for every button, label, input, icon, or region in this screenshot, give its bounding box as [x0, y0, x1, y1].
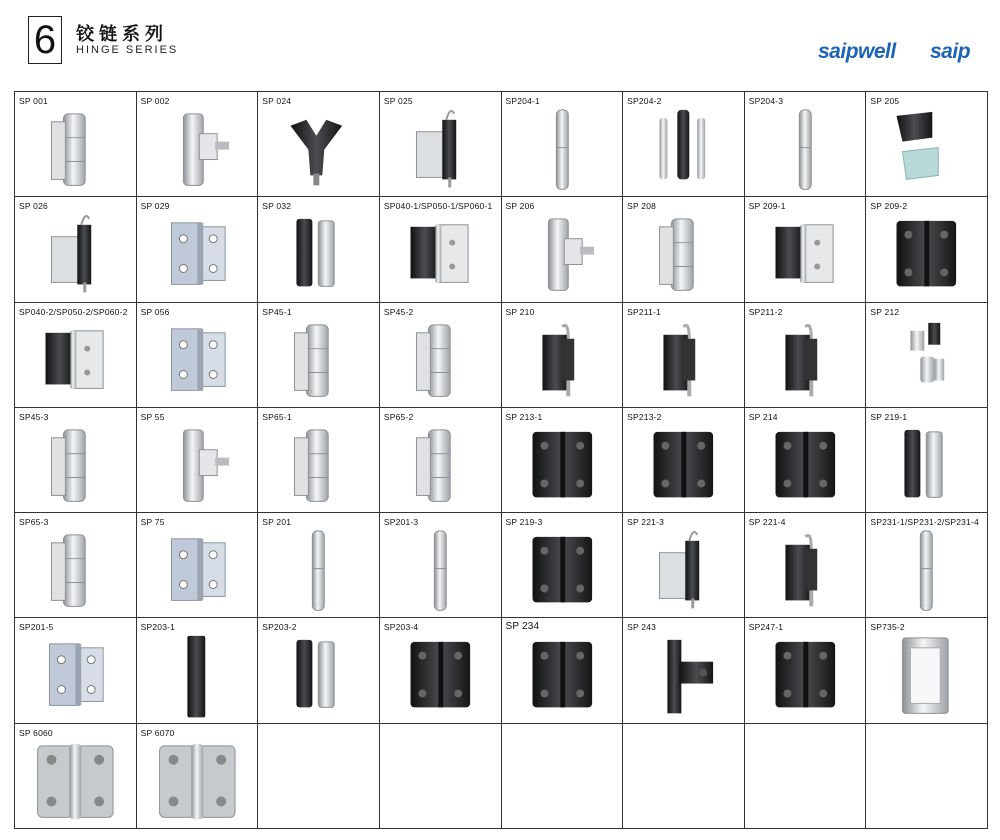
product-cell: [866, 408, 988, 513]
product-code: SP 212: [870, 306, 900, 317]
product-code: SP 002: [140, 96, 170, 106]
two-color-hinge-icon: [866, 92, 987, 196]
product-code: SP 214: [748, 411, 778, 422]
chrome-block-hinge-icon: [15, 513, 136, 617]
section-title-chinese: 铰链系列: [76, 24, 168, 45]
chrome-block-hinge-icon: [15, 408, 136, 512]
product-cell: [623, 618, 745, 723]
product-cell: [380, 303, 502, 408]
black-lift-off-hinge-icon: [745, 513, 866, 617]
product-code: SP040-2/SP050-2/SP060-2: [19, 306, 128, 317]
product-cell: [745, 92, 867, 197]
chrome-rod-hinge-icon: [380, 513, 501, 617]
product-cell: [258, 513, 380, 618]
empty-cell: [502, 724, 624, 829]
product-cell: [380, 92, 502, 197]
product-code: SP211-1: [627, 306, 661, 317]
black-plate-hinge-icon: [502, 618, 623, 722]
product-cell: [15, 197, 137, 302]
black-plate-hinge-icon: [745, 408, 866, 512]
chrome-rod-hinge-icon: [745, 92, 866, 196]
chrome-block-hinge-icon: [258, 303, 379, 407]
black-plate-hinge-icon: [502, 408, 623, 512]
product-cell: [15, 303, 137, 408]
chrome-pin-hinge-icon: [137, 92, 258, 196]
product-code: SP735-2: [870, 622, 905, 633]
product-cell: [866, 618, 988, 723]
product-code: SP 029: [140, 201, 170, 212]
chrome-block-hinge-icon: [380, 303, 501, 407]
product-code: SP 6070: [140, 727, 175, 738]
product-code: SP 75: [140, 517, 165, 528]
product-cell: [502, 618, 624, 723]
plate-hinge-icon: [137, 513, 258, 617]
plate-hinge-icon: [137, 197, 258, 301]
chrome-rod-hinge-icon: [502, 92, 623, 196]
product-code: SP 025: [383, 96, 413, 106]
product-cell: [502, 303, 624, 408]
product-code: SP203-4: [383, 622, 419, 633]
product-cell: [137, 618, 259, 723]
product-code: SP 205: [870, 96, 900, 106]
product-code: SP 221-3: [627, 517, 665, 528]
product-code: SP 243: [627, 622, 657, 633]
butt-hinge-icon: [380, 197, 501, 301]
product-cell: [502, 197, 624, 302]
product-cell: [380, 513, 502, 618]
product-cell: [502, 92, 624, 197]
butt-hinge-icon: [745, 197, 866, 301]
product-cell: [258, 197, 380, 302]
product-code: SP65-2: [383, 411, 414, 422]
product-code: SP 221-4: [748, 517, 786, 528]
product-cell: [745, 618, 867, 723]
black-t-hinge-icon: [623, 618, 744, 722]
product-code: SP204-2: [627, 96, 662, 106]
product-code: SP 201: [262, 517, 292, 528]
plate-hinge-icon: [137, 303, 258, 407]
plate-hinge-icon: [15, 618, 136, 722]
product-code: SP 001: [19, 96, 48, 106]
chrome-block-hinge-icon: [380, 408, 501, 512]
product-cell: [623, 513, 745, 618]
product-cell: [502, 513, 624, 618]
product-code: SP 234: [505, 621, 540, 633]
product-cell: [15, 513, 137, 618]
chrome-rod-hinge-icon: [866, 513, 987, 617]
product-cell: [258, 92, 380, 197]
rod-hinge-set-icon: [623, 92, 744, 196]
flat-butt-hinge-icon: [15, 724, 136, 828]
product-cell: [866, 197, 988, 302]
product-cell: [745, 197, 867, 302]
product-cell: [745, 513, 867, 618]
black-plate-hinge-icon: [866, 197, 987, 301]
empty-cell: [258, 724, 380, 829]
product-grid: [14, 91, 988, 829]
lift-off-hinge-icon: [623, 513, 744, 617]
product-cell: [258, 303, 380, 408]
product-cell: [623, 408, 745, 513]
product-code: SP45-1: [262, 306, 292, 317]
product-cell: [137, 408, 259, 513]
black-y-hinge-icon: [258, 92, 379, 196]
butt-hinge-icon: [15, 303, 136, 407]
chrome-rod-hinge-icon: [258, 513, 379, 617]
product-code: SP 209-1: [748, 201, 786, 212]
product-code: SP204-1: [505, 96, 540, 106]
black-rod-hinge-icon: [137, 618, 258, 722]
product-code: SP 208: [627, 201, 657, 212]
brand-logo-saip: saip: [930, 40, 971, 63]
product-code: SP 6060: [19, 727, 53, 738]
product-code: SP 024: [262, 96, 292, 106]
product-cell: [15, 724, 137, 829]
black-chrome-pair-icon: [866, 408, 987, 512]
product-code: SP204-3: [748, 96, 784, 106]
black-plate-hinge-icon: [745, 618, 866, 722]
product-code: SP45-2: [383, 306, 414, 317]
product-cell: [745, 303, 867, 408]
product-cell: [502, 408, 624, 513]
product-cell: [380, 618, 502, 723]
black-plate-hinge-icon: [623, 408, 744, 512]
product-cell: [623, 92, 745, 197]
empty-cell: [623, 724, 745, 829]
catalog-header: [0, 0, 1000, 90]
product-cell: [623, 197, 745, 302]
chrome-pin-hinge-icon: [137, 408, 258, 512]
product-cell: [15, 618, 137, 723]
black-lift-off-hinge-icon: [502, 303, 623, 407]
product-code: SP 219-3: [505, 517, 543, 528]
product-code: SP 213-1: [505, 411, 543, 422]
product-cell: [137, 303, 259, 408]
chrome-block-hinge-icon: [15, 92, 136, 196]
lift-off-hinge-icon: [380, 92, 501, 196]
product-code: SP45-3: [19, 411, 49, 422]
product-code: SP 55: [140, 411, 165, 422]
product-code: SP 209-2: [870, 201, 908, 212]
product-code: SP 032: [262, 201, 292, 212]
product-cell: [15, 408, 137, 513]
black-chrome-pair-icon: [258, 618, 379, 722]
product-cell: [15, 92, 137, 197]
product-cell: [137, 92, 259, 197]
section-title-english: HINGE SERIES: [76, 44, 179, 56]
black-chrome-pair-icon: [258, 197, 379, 301]
product-code: SP040-1/SP050-1/SP060-1: [383, 201, 493, 212]
product-cell: [258, 408, 380, 513]
product-code: SP 026: [19, 201, 48, 212]
small-hinge-set-icon: [866, 303, 987, 407]
product-code: SP 056: [140, 306, 170, 317]
section-number: 6: [28, 16, 62, 64]
flat-butt-hinge-icon: [137, 724, 258, 828]
product-code: SP211-2: [748, 306, 783, 317]
product-cell: [137, 724, 259, 829]
chrome-frame-hinge-icon: [866, 618, 987, 722]
product-code: SP231-1/SP231-2/SP231-4: [870, 517, 979, 528]
brand-logo-saipwell: saipwell: [818, 40, 896, 63]
product-code: SP65-1: [262, 411, 292, 422]
product-code: SP201-3: [383, 517, 419, 528]
product-code: SP 206: [505, 201, 535, 212]
product-cell: [623, 303, 745, 408]
product-cell: [137, 513, 259, 618]
product-cell: [866, 303, 988, 408]
chrome-block-hinge-icon: [258, 408, 379, 512]
black-lift-off-hinge-icon: [623, 303, 744, 407]
product-cell: [258, 618, 380, 723]
product-code: SP201-5: [19, 622, 54, 633]
product-code: SP203-2: [262, 622, 297, 633]
black-plate-hinge-icon: [502, 513, 623, 617]
product-code: SP 210: [505, 306, 535, 317]
product-cell: [866, 513, 988, 618]
product-code: SP213-2: [627, 411, 662, 422]
empty-cell: [380, 724, 502, 829]
product-cell: [745, 408, 867, 513]
chrome-block-hinge-icon: [623, 197, 744, 301]
black-lift-off-hinge-icon: [745, 303, 866, 407]
product-code: SP203-1: [140, 622, 176, 633]
empty-cell: [745, 724, 867, 829]
product-code: SP247-1: [748, 622, 784, 633]
chrome-pin-hinge-icon: [502, 197, 623, 301]
product-code: SP 219-1: [870, 411, 908, 422]
black-plate-hinge-icon: [380, 618, 501, 722]
product-cell: [380, 197, 502, 302]
product-cell: [137, 197, 259, 302]
empty-cell: [866, 724, 988, 829]
product-cell: [866, 92, 988, 197]
lift-off-hinge-icon: [15, 197, 136, 301]
product-code: SP65-3: [19, 517, 49, 528]
product-cell: [380, 408, 502, 513]
